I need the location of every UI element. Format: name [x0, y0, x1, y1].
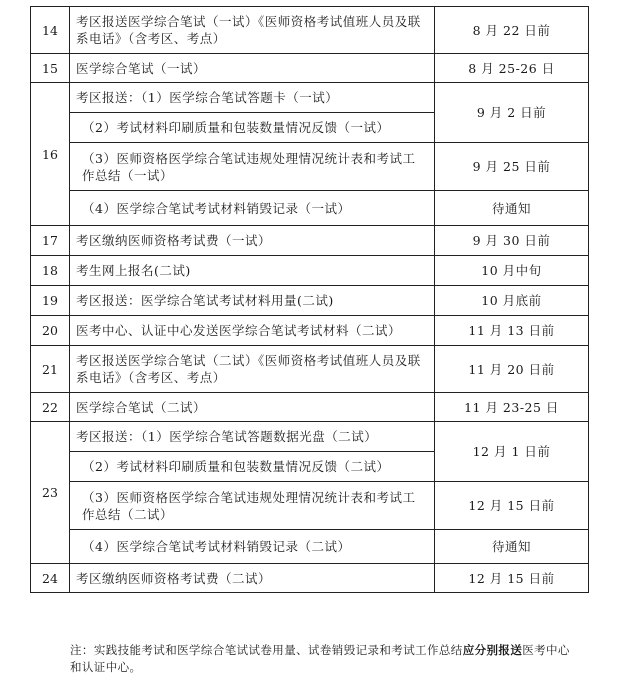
row-sub-item: （4）医学综合笔试考试材料销毁记录（二试）: [70, 530, 435, 564]
row-date: 待通知: [435, 530, 589, 564]
row-sub-item: 考区报送：（1）医学综合笔试答题卡（一试）: [70, 83, 435, 113]
row-item: 考区报送医学综合笔试（一试）《医师资格考试值班人员及联系电话》（含考区、考点）: [70, 7, 435, 54]
table-row: [31, 530, 589, 564]
row-sub-item: （4）医学综合笔试考试材料销毁记录（一试）: [70, 191, 435, 226]
exam-schedule-table: [30, 6, 589, 593]
table-row: [31, 422, 589, 452]
row-item: 考区报送：医学综合笔试考试材料用量(二试): [70, 286, 435, 316]
table-row: [31, 316, 589, 346]
row-date: 11 月 13 日前: [435, 316, 589, 346]
table-row: [31, 226, 589, 256]
table-row: [31, 482, 589, 530]
table-row: [31, 564, 589, 593]
row-item: 医学综合笔试（二试）: [70, 393, 435, 422]
row-item: 医考中心、认证中心发送医学综合笔试考试材料（二试）: [70, 316, 435, 346]
row-number: 18: [31, 256, 70, 286]
row-sub-item: （2）考试材料印刷质量和包装数量情况反馈（二试）: [70, 452, 435, 482]
row-number: 16: [31, 83, 70, 226]
row-date: 8 月 25-26 日: [435, 54, 589, 83]
row-date: 8 月 22 日前: [435, 7, 589, 54]
table-row: [31, 191, 589, 226]
row-number: 19: [31, 286, 70, 316]
table-row: [31, 83, 589, 113]
row-date: 11 月 23-25 日: [435, 393, 589, 422]
row-number: 23: [31, 422, 70, 564]
row-date: 11 月 20 日前: [435, 346, 589, 393]
row-date: 10 月中旬: [435, 256, 589, 286]
row-date: 9 月 25 日前: [435, 143, 589, 191]
row-number: 15: [31, 54, 70, 83]
table-row: [31, 286, 589, 316]
row-number: 17: [31, 226, 70, 256]
row-number: 21: [31, 346, 70, 393]
table-row: [31, 143, 589, 191]
footnote-text-end: 医考中心和认证中心。: [70, 643, 570, 674]
row-date: 12 月 15 日前: [435, 482, 589, 530]
row-item: 考区缴纳医师资格考试费（二试）: [70, 564, 435, 593]
row-date: 9 月 30 日前: [435, 226, 589, 256]
row-number: 22: [31, 393, 70, 422]
row-date: 10 月底前: [435, 286, 589, 316]
footnote: [70, 642, 570, 676]
row-sub-item: （3）医师资格医学综合笔试违规处理情况统计表和考试工作总结（二试）: [70, 482, 435, 530]
footnote-prefix: 注：: [70, 643, 94, 657]
table-row: [31, 7, 589, 54]
row-number: 24: [31, 564, 70, 593]
row-sub-item: （3）医师资格医学综合笔试违规处理情况统计表和考试工作总结（一试）: [70, 143, 435, 191]
row-number: 20: [31, 316, 70, 346]
row-item: 考生网上报名(二试): [70, 256, 435, 286]
table-row: [31, 54, 589, 83]
row-sub-item: 考区报送：（1）医学综合笔试答题数据光盘（二试）: [70, 422, 435, 452]
footnote-emphasis: 应分别报送: [462, 643, 523, 657]
row-date: 待通知: [435, 191, 589, 226]
row-sub-item: （2）考试材料印刷质量和包装数量情况反馈（一试）: [70, 113, 435, 143]
table-row: [31, 346, 589, 393]
row-date: 12 月 1 日前: [435, 422, 589, 482]
table-row: [31, 256, 589, 286]
table-row: [31, 393, 589, 422]
row-item: 考区缴纳医师资格考试费（一试）: [70, 226, 435, 256]
row-item: 考区报送医学综合笔试（二试）《医师资格考试值班人员及联系电话》（含考区、考点）: [70, 346, 435, 393]
row-date: 12 月 15 日前: [435, 564, 589, 593]
footnote-text: 实践技能考试和医学综合笔试试卷用量、试卷销毁记录和考试工作总结: [93, 643, 463, 657]
row-number: 14: [31, 7, 70, 54]
row-date: 9 月 2 日前: [435, 83, 589, 143]
row-item: 医学综合笔试（一试）: [70, 54, 435, 83]
